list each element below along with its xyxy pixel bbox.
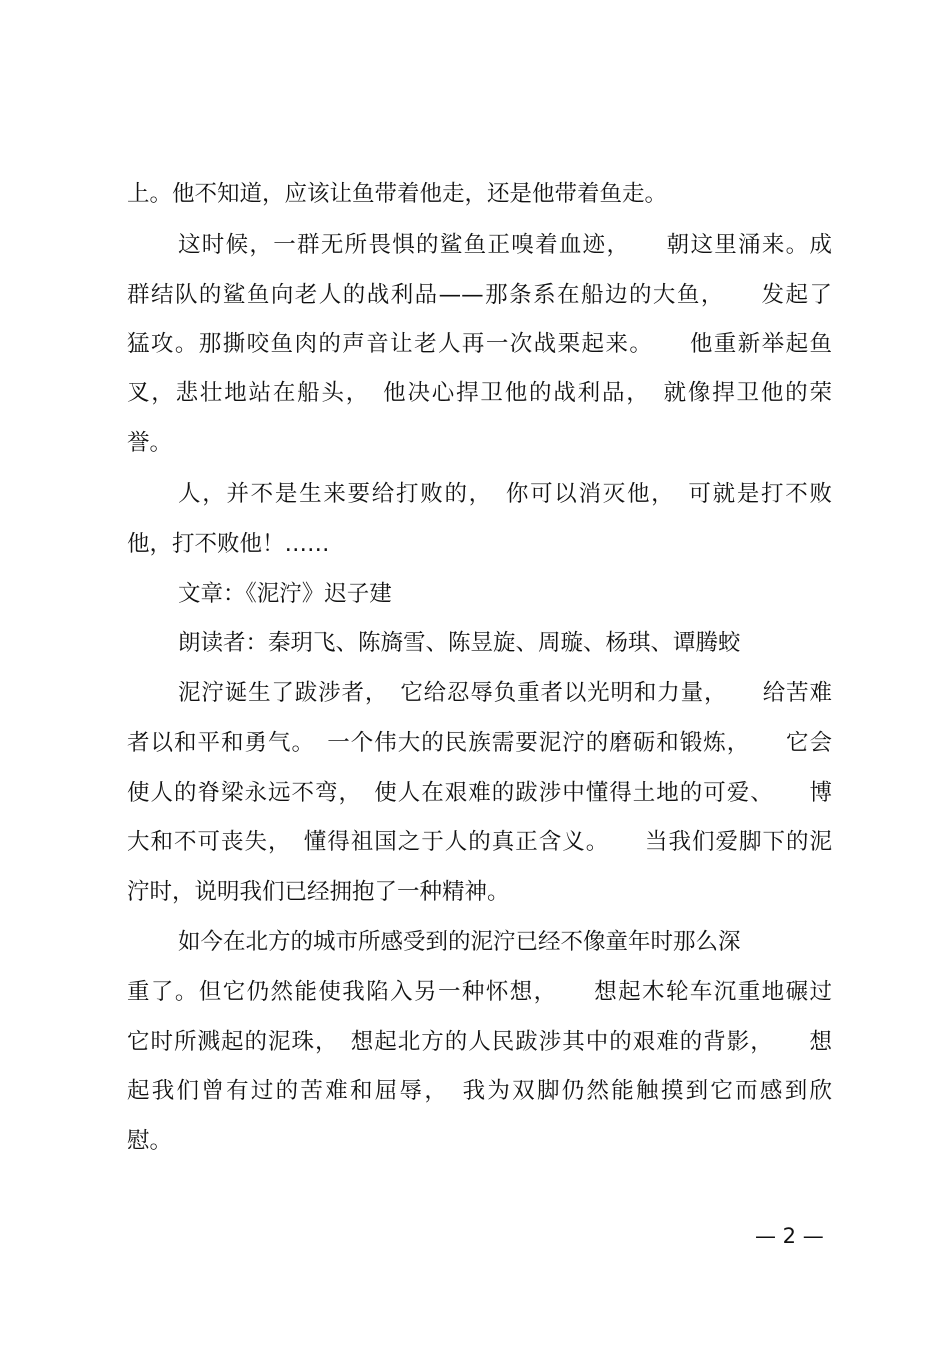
text-line-7: 人，并不是生来要给打败的， 你可以消灭他， 可就是打不败 — [178, 481, 832, 507]
text-line-6: 誉。 — [127, 430, 173, 456]
text-line-20: 慰。 — [127, 1128, 173, 1154]
page-number: — 2 — — [755, 1224, 824, 1248]
text-line-17: 重了。但它仍然能使我陷入另一种怀想， 想起木轮车沉重地碾过 — [127, 979, 832, 1005]
text-line-5: 叉，悲壮地站在船头， 他决心捍卫他的战利品， 就像捍卫他的荣 — [127, 380, 832, 406]
text-line-12: 者以和平和勇气。 一个伟大的民族需要泥泞的磨砺和锻炼， 它会 — [127, 730, 832, 756]
text-line-3: 群结队的鲨鱼向老人的战利品——那条系在船边的大鱼， 发起了 — [127, 282, 832, 308]
text-line-9: 文章：《泥泞》迟子建 — [178, 581, 392, 607]
text-line-4: 猛攻。那撕咬鱼肉的声音让老人再一次战栗起来。 他重新举起鱼 — [127, 331, 832, 357]
text-line-14: 大和不可丧失， 懂得祖国之于人的真正含义。 当我们爱脚下的泥 — [127, 829, 832, 855]
text-line-2: 这时候，一群无所畏惧的鲨鱼正嗅着血迹， 朝这里涌来。成 — [178, 232, 832, 258]
text-line-8: 他，打不败他！…… — [127, 531, 330, 557]
text-line-16: 如今在北方的城市所感受到的泥泞已经不像童年时那么深 — [178, 929, 741, 955]
text-line-13: 使人的脊梁永远不弯， 使人在艰难的跋涉中懂得土地的可爱、 博 — [127, 780, 832, 806]
text-line-10: 朗读者：秦玥飞、陈旖雪、陈昱旋、周璇、杨琪、谭腾蛟 — [178, 630, 741, 656]
text-line-15: 泞时，说明我们已经拥抱了一种精神。 — [127, 879, 510, 905]
text-line-1: 上。他不知道，应该让鱼带着他走，还是他带着鱼走。 — [127, 181, 668, 207]
text-line-19: 起我们曾有过的苦难和屈辱， 我为双脚仍然能触摸到它而感到欣 — [127, 1078, 832, 1104]
text-line-18: 它时所溅起的泥珠， 想起北方的人民跋涉其中的艰难的背影， 想 — [127, 1029, 832, 1055]
text-line-11: 泥泞诞生了跋涉者， 它给忍辱负重者以光明和力量， 给苦难 — [178, 680, 832, 706]
